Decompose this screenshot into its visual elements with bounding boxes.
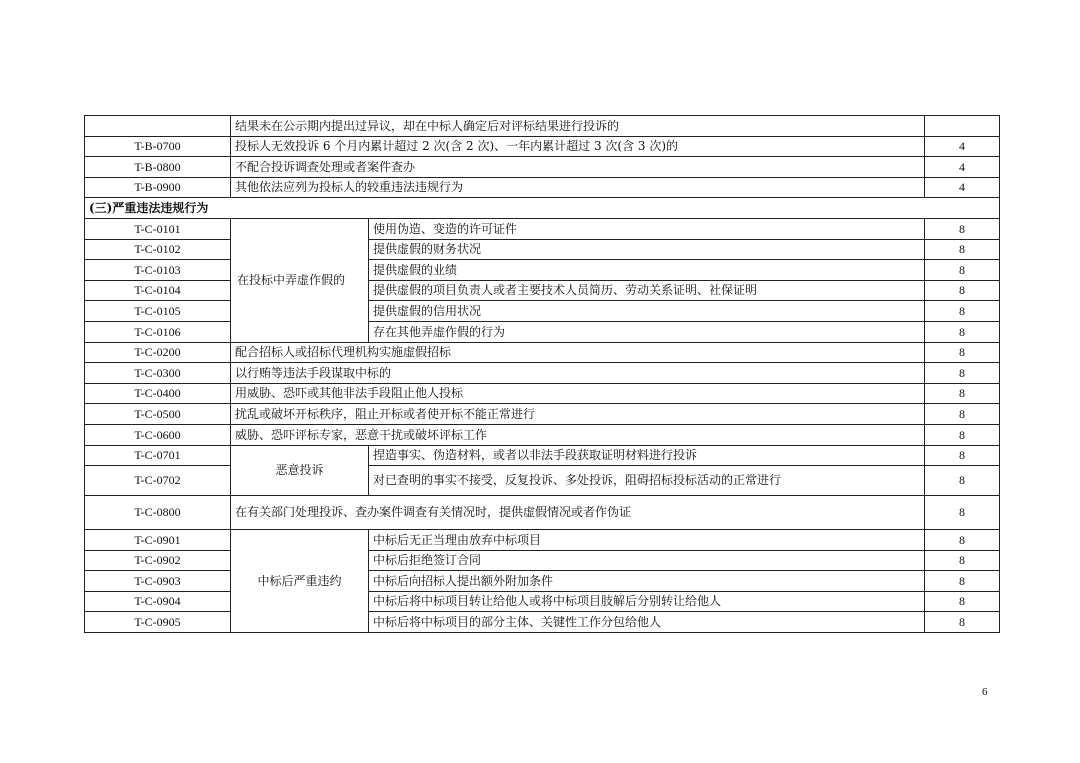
- points-cell: 8: [925, 550, 1000, 571]
- description-cell: 结果未在公示期内提出过异议，却在中标人确定后对评标结果进行投诉的: [231, 116, 925, 137]
- table-row: [85, 466, 1000, 496]
- points-cell: 8: [925, 404, 1000, 425]
- table-row: [85, 404, 1000, 425]
- code-cell: T-C-0106: [85, 321, 231, 342]
- table-row: [85, 591, 1000, 612]
- code-cell: T-C-0600: [85, 424, 231, 445]
- table-row: [85, 260, 1000, 281]
- table-row: [85, 321, 1000, 342]
- table-row: [85, 424, 1000, 445]
- points-cell: 8: [925, 342, 1000, 363]
- description-cell: 使用伪造、变造的许可证件: [369, 218, 925, 239]
- points-cell: 8: [925, 239, 1000, 260]
- points-cell: 8: [925, 496, 1000, 530]
- points-cell: 4: [925, 136, 1000, 157]
- points-cell: 8: [925, 591, 1000, 612]
- code-cell: [85, 116, 231, 137]
- code-cell: T-B-0800: [85, 157, 231, 178]
- code-cell: T-B-0700: [85, 136, 231, 157]
- description-cell: 不配合投诉调查处理或者案件查办: [231, 157, 925, 178]
- points-cell: 8: [925, 612, 1000, 633]
- description-cell: 捏造事实、伪造材料，或者以非法手段获取证明材料进行投诉: [369, 445, 925, 466]
- description-cell: 其他依法应列为投标人的较重违法违规行为: [231, 177, 925, 198]
- description-cell: 中标后向招标人提出额外附加条件: [369, 571, 925, 592]
- table-row: [85, 280, 1000, 301]
- points-cell: 8: [925, 424, 1000, 445]
- code-cell: T-B-0900: [85, 177, 231, 198]
- code-cell: T-C-0901: [85, 530, 231, 551]
- description-cell: 中标后将中标项目的部分主体、关键性工作分包给他人: [369, 612, 925, 633]
- violation-table: [84, 115, 1000, 633]
- description-cell: 提供虚假的财务状况: [369, 239, 925, 260]
- points-cell: 8: [925, 321, 1000, 342]
- points-cell: 8: [925, 260, 1000, 281]
- description-cell: 威胁、恐吓评标专家，恶意干扰或破坏评标工作: [231, 424, 925, 445]
- code-cell: T-C-0702: [85, 466, 231, 496]
- description-cell: 在有关部门处理投诉、查办案件调查有关情况时，提供虚假情况或者作伪证: [231, 496, 925, 530]
- points-cell: 8: [925, 383, 1000, 404]
- code-cell: T-C-0701: [85, 445, 231, 466]
- table-row: [85, 612, 1000, 633]
- code-cell: T-C-0101: [85, 218, 231, 239]
- code-cell: T-C-0300: [85, 363, 231, 384]
- points-cell: 8: [925, 445, 1000, 466]
- table-row: [85, 363, 1000, 384]
- code-cell: T-C-0200: [85, 342, 231, 363]
- code-cell: T-C-0800: [85, 496, 231, 530]
- description-cell: 中标后将中标项目转让给他人或将中标项目肢解后分别转让给他人: [369, 591, 925, 612]
- description-cell: 中标后拒绝签订合同: [369, 550, 925, 571]
- code-cell: T-C-0105: [85, 301, 231, 322]
- description-cell: 对已查明的事实不接受，反复投诉、多处投诉，阻碍招标投标活动的正常进行: [369, 466, 925, 496]
- points-cell: 8: [925, 280, 1000, 301]
- table-row: [85, 530, 1000, 551]
- table-row: [85, 301, 1000, 322]
- table-row: [85, 496, 1000, 530]
- description-cell: 配合招标人或招标代理机构实施虚假招标: [231, 342, 925, 363]
- code-cell: T-C-0905: [85, 612, 231, 633]
- table-row: [85, 177, 1000, 198]
- table-row: [85, 239, 1000, 260]
- points-cell: 8: [925, 363, 1000, 384]
- section-row: [85, 198, 1000, 219]
- group-label: 恶意投诉: [231, 445, 369, 496]
- page-number: 6: [982, 686, 988, 698]
- table-row: [85, 550, 1000, 571]
- description-cell: 以行贿等违法手段谋取中标的: [231, 363, 925, 384]
- points-cell: 8: [925, 466, 1000, 496]
- code-cell: T-C-0902: [85, 550, 231, 571]
- table-row: [85, 157, 1000, 178]
- table-row: [85, 445, 1000, 466]
- table-row: [85, 342, 1000, 363]
- points-cell: 8: [925, 571, 1000, 592]
- points-cell: 8: [925, 301, 1000, 322]
- description-cell: 提供虚假的信用状况: [369, 301, 925, 322]
- description-cell: 扰乱或破坏开标秩序，阻止开标或者使开标不能正常进行: [231, 404, 925, 425]
- group-label: 在投标中弄虚作假的: [231, 218, 369, 342]
- points-cell: 4: [925, 157, 1000, 178]
- section-heading: (三)严重违法违规行为: [85, 198, 1000, 219]
- code-cell: T-C-0103: [85, 260, 231, 281]
- points-cell: [925, 116, 1000, 137]
- code-cell: T-C-0904: [85, 591, 231, 612]
- table-row: [85, 136, 1000, 157]
- description-cell: 存在其他弄虚作假的行为: [369, 321, 925, 342]
- table-row: [85, 116, 1000, 137]
- description-cell: 投标人无效投诉 6 个月内累计超过 2 次(含 2 次)、一年内累计超过 3 次(含 3 次)的: [231, 136, 925, 157]
- group-label: 中标后严重违约: [231, 530, 369, 633]
- points-cell: 4: [925, 177, 1000, 198]
- code-cell: T-C-0400: [85, 383, 231, 404]
- code-cell: T-C-0500: [85, 404, 231, 425]
- points-cell: 8: [925, 530, 1000, 551]
- code-cell: T-C-0903: [85, 571, 231, 592]
- table-row: [85, 383, 1000, 404]
- description-cell: 提供虚假的项目负责人或者主要技术人员简历、劳动关系证明、社保证明: [369, 280, 925, 301]
- code-cell: T-C-0102: [85, 239, 231, 260]
- points-cell: 8: [925, 218, 1000, 239]
- description-cell: 中标后无正当理由放弃中标项目: [369, 530, 925, 551]
- table-row: [85, 218, 1000, 239]
- table-row: [85, 571, 1000, 592]
- code-cell: T-C-0104: [85, 280, 231, 301]
- description-cell: 提供虚假的业绩: [369, 260, 925, 281]
- description-cell: 用威胁、恐吓或其他非法手段阻止他人投标: [231, 383, 925, 404]
